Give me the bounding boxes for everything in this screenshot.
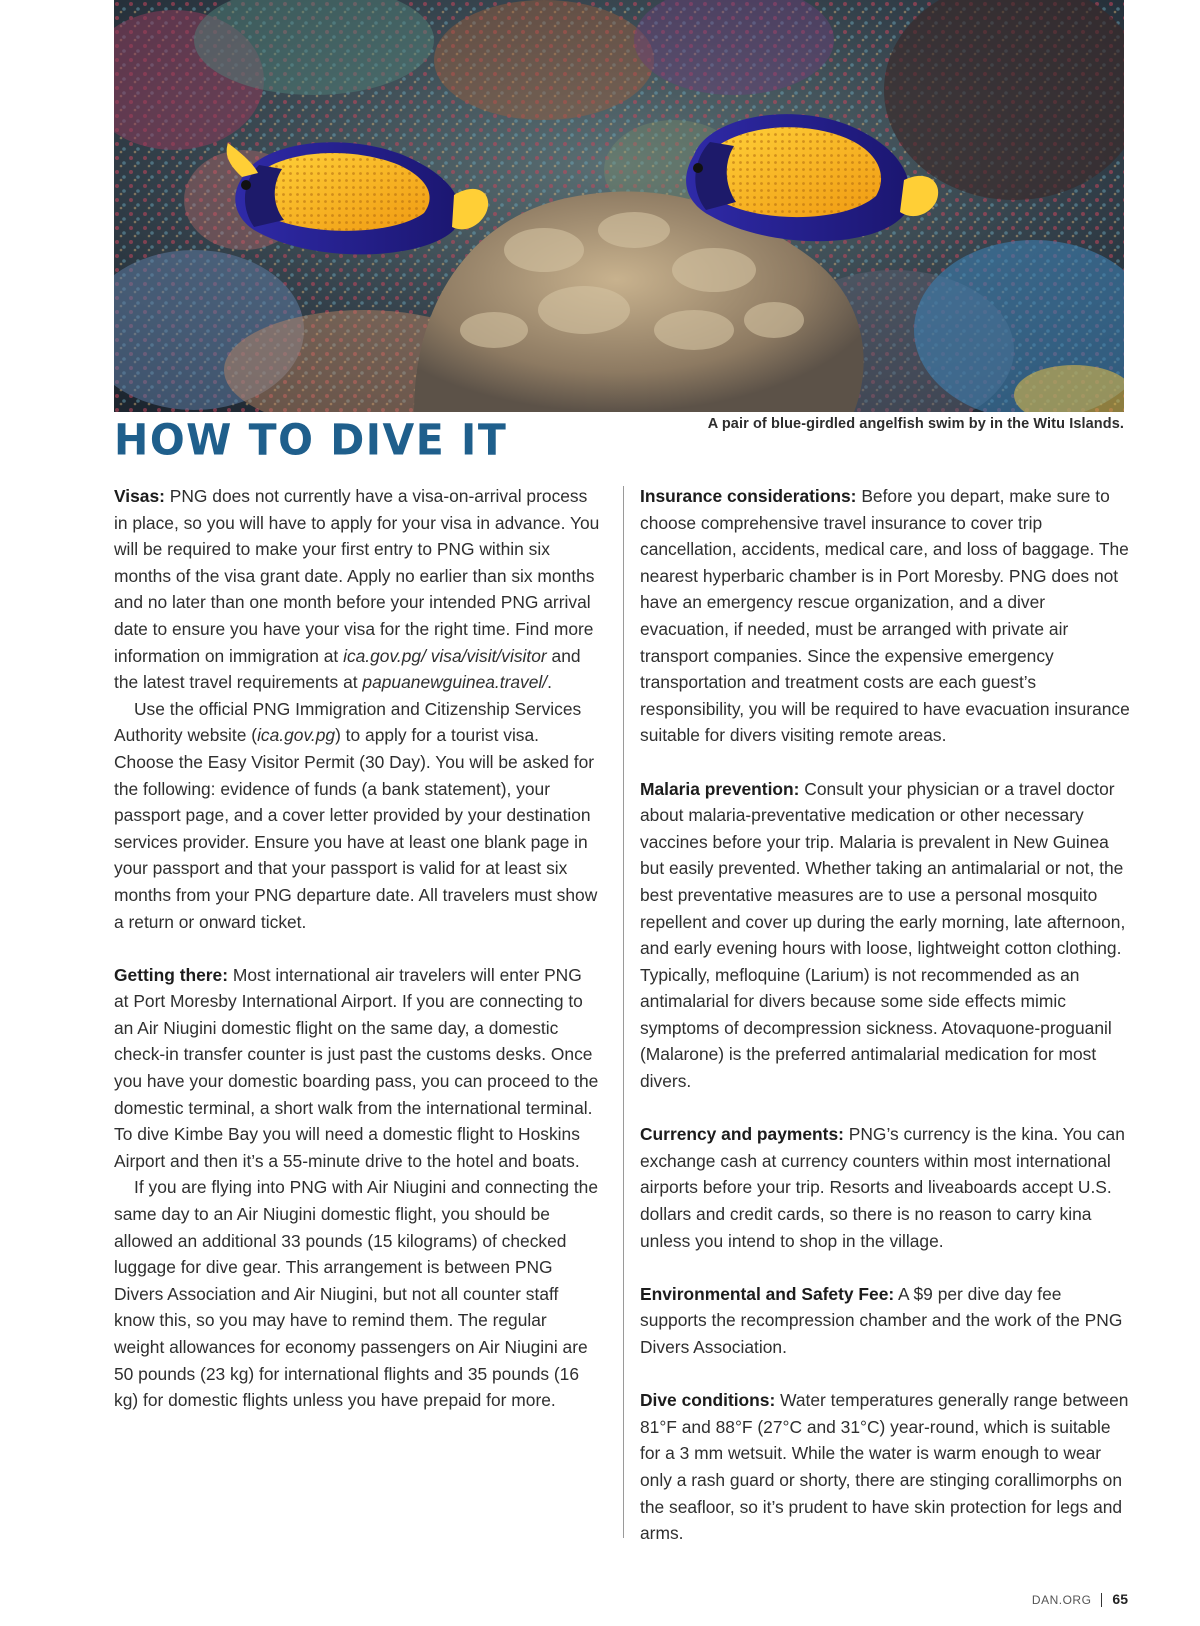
right-column [640,483,1130,1547]
getting-there-label: Getting there: [114,964,229,985]
currency-label: Currency and payments: [640,1124,844,1145]
left-column [114,483,600,1414]
footer-site: DAN.ORG [1031,1593,1092,1607]
luggage-paragraph: If you are flying into PNG with Air Niugini and connecting the same day to an Air Niugini domestic flight, you should be allowed an additional 33 pounds (15 kilograms) of checked luggage for dive gear. This arrangement is between PNG Divers Association and Air Niugini, but not all counter staff know this, so you may have to remind them. The regular weight allowances for economy passengers on Air Niugini are 50 pounds (23 kg) for international flights and 35 pounds (16 kg) for domestic flights unless you have prepaid for more. [114,1177,599,1411]
insurance-label: Insurance considerations: [640,486,857,506]
currency-paragraph: Currency and payments: PNG’s currency is the kina. You can exchange cash at currency counters within most international airports before your trip. Resorts and liveaboards accept U.S. dollars and credit cards, so there is no reason to carry kina unless you intend to shop in the village. [640,1124,1125,1251]
visas-paragraph: Visas: PNG does not currently have a visa-on-arrival process in place, so you will have to apply for your visa in advance. You will be required to make your first entry to PNG within six months of the visa grant date. Apply no earlier than six months and no later than one month before your intended PNG arrival date to ensure you have your visa for the right time. Find more information on immigration at ica.gov.pg/ visa/visit/visitor and the latest travel requirements at papuanewguinea.travel/. [114,486,600,693]
footer-divider [1101,1593,1102,1607]
hero-photo [114,0,1124,412]
visa-application-paragraph: Use the official PNG Immigration and Citizenship Services Authority website (ica.gov.pg) to apply for a tourist visa. Choose the Easy Visitor Permit (30 Day). You will be asked for the following: evidence of funds (a bank statement), your passport page, and a cover letter provided by your destination services provider. Ensure you have at least one blank page in your passport and that your passport is valid for at least six months from your PNG departure date. All travelers must show a return or onward ticket. [114,698,598,932]
travel-requirements-link[interactable]: papuanewguinea.travel/ [362,672,548,693]
dive-conditions-paragraph: Dive conditions: Water temperatures generally range between 81°F and 88°F (27°C and 31°C) year-round, which is suitable for a 3 mm wetsuit. While the water is warm enough to wear only a rash guard or shorty, there are stinging corallimorphs on the seafloor, so it’s prudent to have skin protection for legs and arms. [640,1390,1129,1544]
fee-paragraph: Environmental and Safety Fee: A $9 per dive day fee supports the recompression chamber and the work of the PNG Divers Association. [640,1283,1123,1357]
photo-caption: A pair of blue-girdled angelfish swim by in the Witu Islands. [707,416,1124,432]
page-number: 65 [1112,1591,1128,1607]
column-divider [623,486,624,1538]
insurance-paragraph: Insurance considerations: Before you depart, make sure to choose comprehensive travel insurance to cover trip cancellation, accidents, medical care, and loss of baggage. The nearest hyperbaric chamber is in Port Moresby. PNG does not have an emergency rescue organization, and a diver evacuation, if needed, must be arranged with private air transport companies. Since the expensive emergency transportation and treatment costs are each guest’s responsibility, you will be required to have evacuation insurance suitable for divers visiting remote areas. [640,486,1130,746]
getting-there-paragraph: Getting there: Most international air travelers will enter PNG at Port Moresby International Airport. If you are connecting to an Air Niugini domestic flight on the same day, a domestic check-in transfer counter is just past the customs desks. Once you have your domestic boarding pass, you can proceed to the domestic terminal, a short walk from the international terminal. To dive Kimbe Bay you will need a domestic flight to Hoskins Airport and then it’s a 55-minute drive to the hotel and boats. [114,964,599,1171]
section-heading: HOW TO DIVE IT [114,414,508,466]
fee-label: Environmental and Safety Fee: [640,1283,895,1304]
ica-visitor-link[interactable]: ica.gov.pg/ visa/visit/visitor [343,645,547,666]
malaria-label: Malaria prevention: [640,778,800,799]
page-footer [1032,1591,1128,1607]
dive-conditions-label: Dive conditions: [640,1390,776,1411]
malaria-paragraph: Malaria prevention: Consult your physician or a travel doctor about malaria-preventative medication or other necessary vaccines before your trip. Malaria is prevalent in New Guinea but easily prevented. Whether taking an antimalarial or not, the best preventative measures are to use a personal mosquito repellent and cover up during the early morning, late afternoon, and early evening hours with loose, lightweight cotton clothing. Typically, mefloquine (Larium) is not recommended as an antimalarial for divers because some side effects mimic symptoms of decompression sickness. Atovaquone-proguanil (Malarone) is the preferred antimalarial medication for most divers. [640,778,1126,1092]
ica-link[interactable]: ica.gov.pg [257,725,336,746]
visas-label: Visas: [114,486,165,506]
reef-angelfish-illustration [114,0,1124,412]
